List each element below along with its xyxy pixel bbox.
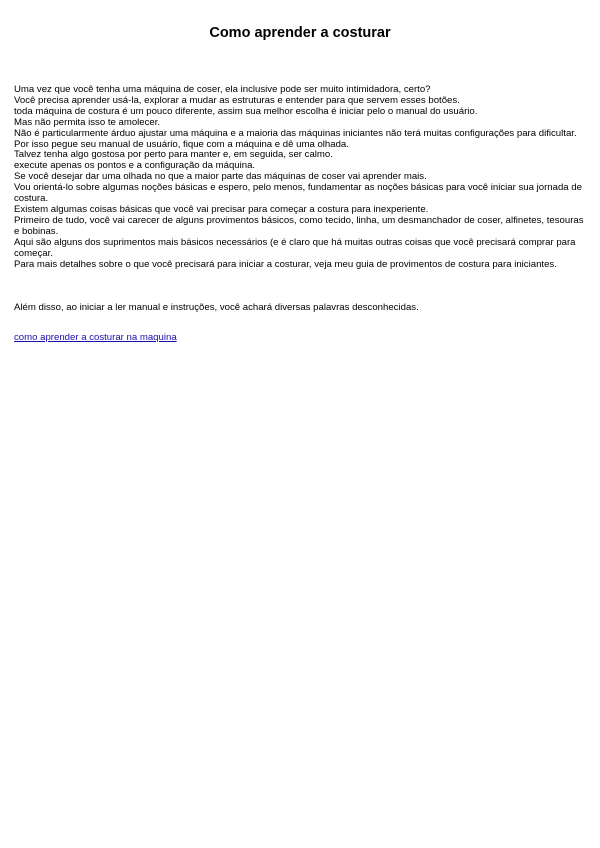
body-paragraph bbox=[14, 85, 589, 270]
body-line-1: Uma vez que você tenha uma máquina de coser, ela inclusive pode ser muito intimidadora, certo? bbox=[14, 84, 431, 95]
body-line-3: toda máquina de costura é um pouco diferente, assim sua melhor escolha é iniciar pelo o manual do usuário. bbox=[14, 105, 478, 117]
body-line-9: Se você desejar dar uma olhada no que a maior parte das máquinas de coser vai aprender mais. bbox=[14, 171, 427, 183]
second-paragraph: Além disso, ao iniciar a ler manual e instruções, você achará diversas palavras desconhecidas. bbox=[14, 302, 419, 313]
body-line-2: Você precisa aprender usá-la, explorar a mudar as estruturas e entender para que servem esses botões. bbox=[14, 94, 460, 106]
body-line-4: Mas não permita isso te amolecer. bbox=[14, 116, 161, 128]
body-line-8: execute apenas os pontos e a configuração da máquina. bbox=[14, 160, 256, 172]
body-line-10: Vou orientá-lo sobre algumas noções básicas e espero, pelo menos, fundamentar as noções básicas para você iniciar sua jornada de costura. bbox=[14, 182, 582, 205]
body-line-14: Para mais detalhes sobre o que você precisará para iniciar a costurar, veja meu guia de provimentos de costura para iniciantes. bbox=[14, 258, 557, 270]
body-line-6: Por isso pegue seu manual de usuário, fique com a máquina e dê uma olhada. bbox=[14, 138, 349, 150]
body-line-11: Existem algumas coisas básicas que você vai precisar para começar a costura para inexperiente. bbox=[14, 203, 429, 215]
page-title: Como aprender a costurar bbox=[209, 25, 391, 41]
body-line-7: Talvez tenha algo gostosa por perto para manter e, em seguida, ser calmo. bbox=[14, 149, 333, 161]
body-line-12: Primeiro de tudo, você vai carecer de alguns provimentos básicos, como tecido, linha, um desmanchador de coser, alfinetes, tesouras e bobinas. bbox=[14, 214, 584, 237]
body-line-5: Não é particularmente árduo ajustar uma máquina e a maioria das máquinas iniciantes não terá muitas configurações para dificultar. bbox=[14, 127, 577, 139]
body-line-13: Aqui são alguns dos suprimentos mais básicos necessários (e é claro que há muitas outras coisas que você precisará comprar para começar. bbox=[14, 236, 576, 259]
article-link[interactable]: como aprender a costurar na maquina bbox=[14, 332, 177, 343]
